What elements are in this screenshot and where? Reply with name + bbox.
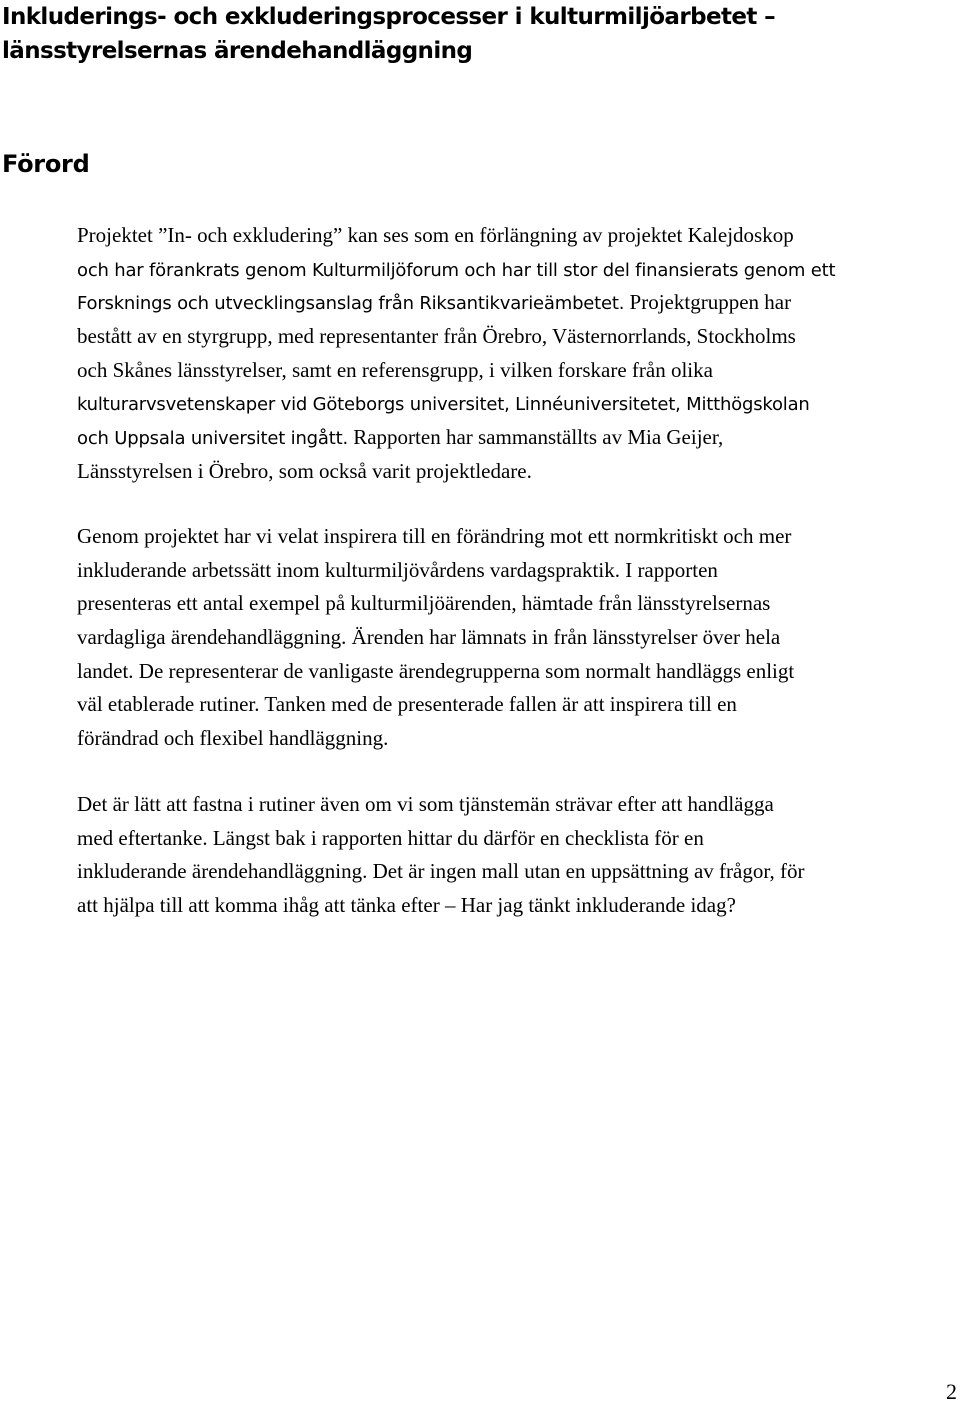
line-text: vardagliga ärendehandläggning. Ärenden har lämnats in från länsstyrelser över hela bbox=[77, 625, 781, 650]
line-text: med eftertanke. Längst bak i rapporten hittar du därför en checklista för en bbox=[77, 825, 704, 850]
paragraph-line bbox=[77, 855, 957, 889]
document-title bbox=[2, 0, 942, 68]
paragraph-line bbox=[77, 286, 957, 320]
line-text: inkluderande ärendehandläggning. Det är ingen mall utan en uppsättning av frågor, för bbox=[77, 859, 805, 884]
paragraph-line bbox=[77, 354, 957, 388]
paragraph-line bbox=[77, 788, 957, 822]
paragraph-line bbox=[77, 219, 957, 253]
paragraph-3 bbox=[77, 788, 957, 923]
document-title-line-1: Inkluderings- och exkluderingsprocesser i kulturmiljöarbetet – bbox=[2, 4, 776, 30]
document-title-line-2: länsstyrelsernas ärendehandläggning bbox=[2, 38, 473, 64]
line-text: och har förankrats genom Kulturmiljöforum och har till stor del finansierats genom ett bbox=[77, 259, 836, 281]
paragraph-line bbox=[77, 520, 957, 554]
paragraph-line bbox=[77, 455, 957, 489]
line-text: och Uppsala universitet ingått. bbox=[77, 428, 348, 450]
line-text: Forsknings och utvecklingsanslag från Riksantikvarieämbetet. bbox=[77, 293, 625, 315]
paragraph-line bbox=[77, 722, 957, 756]
paragraph-line bbox=[77, 889, 957, 923]
line-text: Projektet ”In- och exkludering” kan ses som en förlängning av projektet Kalejdoskop bbox=[77, 223, 794, 247]
line-text: och Skånes länsstyrelser, samt en referensgrupp, i vilken forskare från olika bbox=[77, 357, 713, 382]
line-text: kulturarvsvetenskaper vid Göteborgs universitet, Linnéuniversitetet, Mitthögskolan bbox=[77, 394, 810, 416]
line-text: Projektgruppen har bbox=[624, 290, 792, 315]
line-text: presenteras ett antal exempel på kulturmiljöärenden, hämtade från länsstyrelsernas bbox=[77, 591, 771, 616]
line-text: bestått av en styrgrupp, med representanter från Örebro, Västernorrlands, Stockholms bbox=[77, 324, 796, 349]
paragraph-2 bbox=[77, 520, 957, 756]
paragraph-line bbox=[77, 688, 957, 722]
paragraph-line bbox=[77, 387, 957, 421]
line-text: förändrad och flexibel handläggning. bbox=[77, 726, 389, 751]
line-text: att hjälpa till att komma ihåg att tänka efter – Har jag tänkt inkluderande idag? bbox=[77, 893, 736, 918]
paragraph-line bbox=[77, 587, 957, 621]
page-number: 2 bbox=[946, 1379, 957, 1404]
line-text: Rapporten har sammanställts av Mia Geijer, bbox=[347, 425, 724, 450]
paragraph-line bbox=[77, 822, 957, 856]
line-text: Genom projektet har vi velat inspirera till en förändring mot ett normkritiskt och mer bbox=[77, 524, 792, 548]
line-text: Länsstyrelsen i Örebro, som också varit projektledare. bbox=[77, 458, 532, 483]
line-text: väl etablerade rutiner. Tanken med de presenterade fallen är att inspirera till en bbox=[77, 692, 737, 717]
paragraph-line bbox=[77, 253, 957, 287]
line-text: Det är lätt att fastna i rutiner även om vi som tjänstemän strävar efter att handlägga bbox=[77, 792, 774, 816]
paragraph-line bbox=[77, 621, 957, 655]
paragraph-1 bbox=[77, 219, 957, 489]
paragraph-line bbox=[77, 554, 957, 588]
section-heading: Förord bbox=[2, 150, 90, 178]
paragraph-line bbox=[77, 320, 957, 354]
line-text: inkluderande arbetssätt inom kulturmiljövårdens vardagspraktik. I rapporten bbox=[77, 557, 718, 582]
paragraph-line bbox=[77, 655, 957, 689]
paragraph-line bbox=[77, 421, 957, 455]
line-text: landet. De representerar de vanligaste ärendegrupperna som normalt handläggs enligt bbox=[77, 658, 795, 683]
